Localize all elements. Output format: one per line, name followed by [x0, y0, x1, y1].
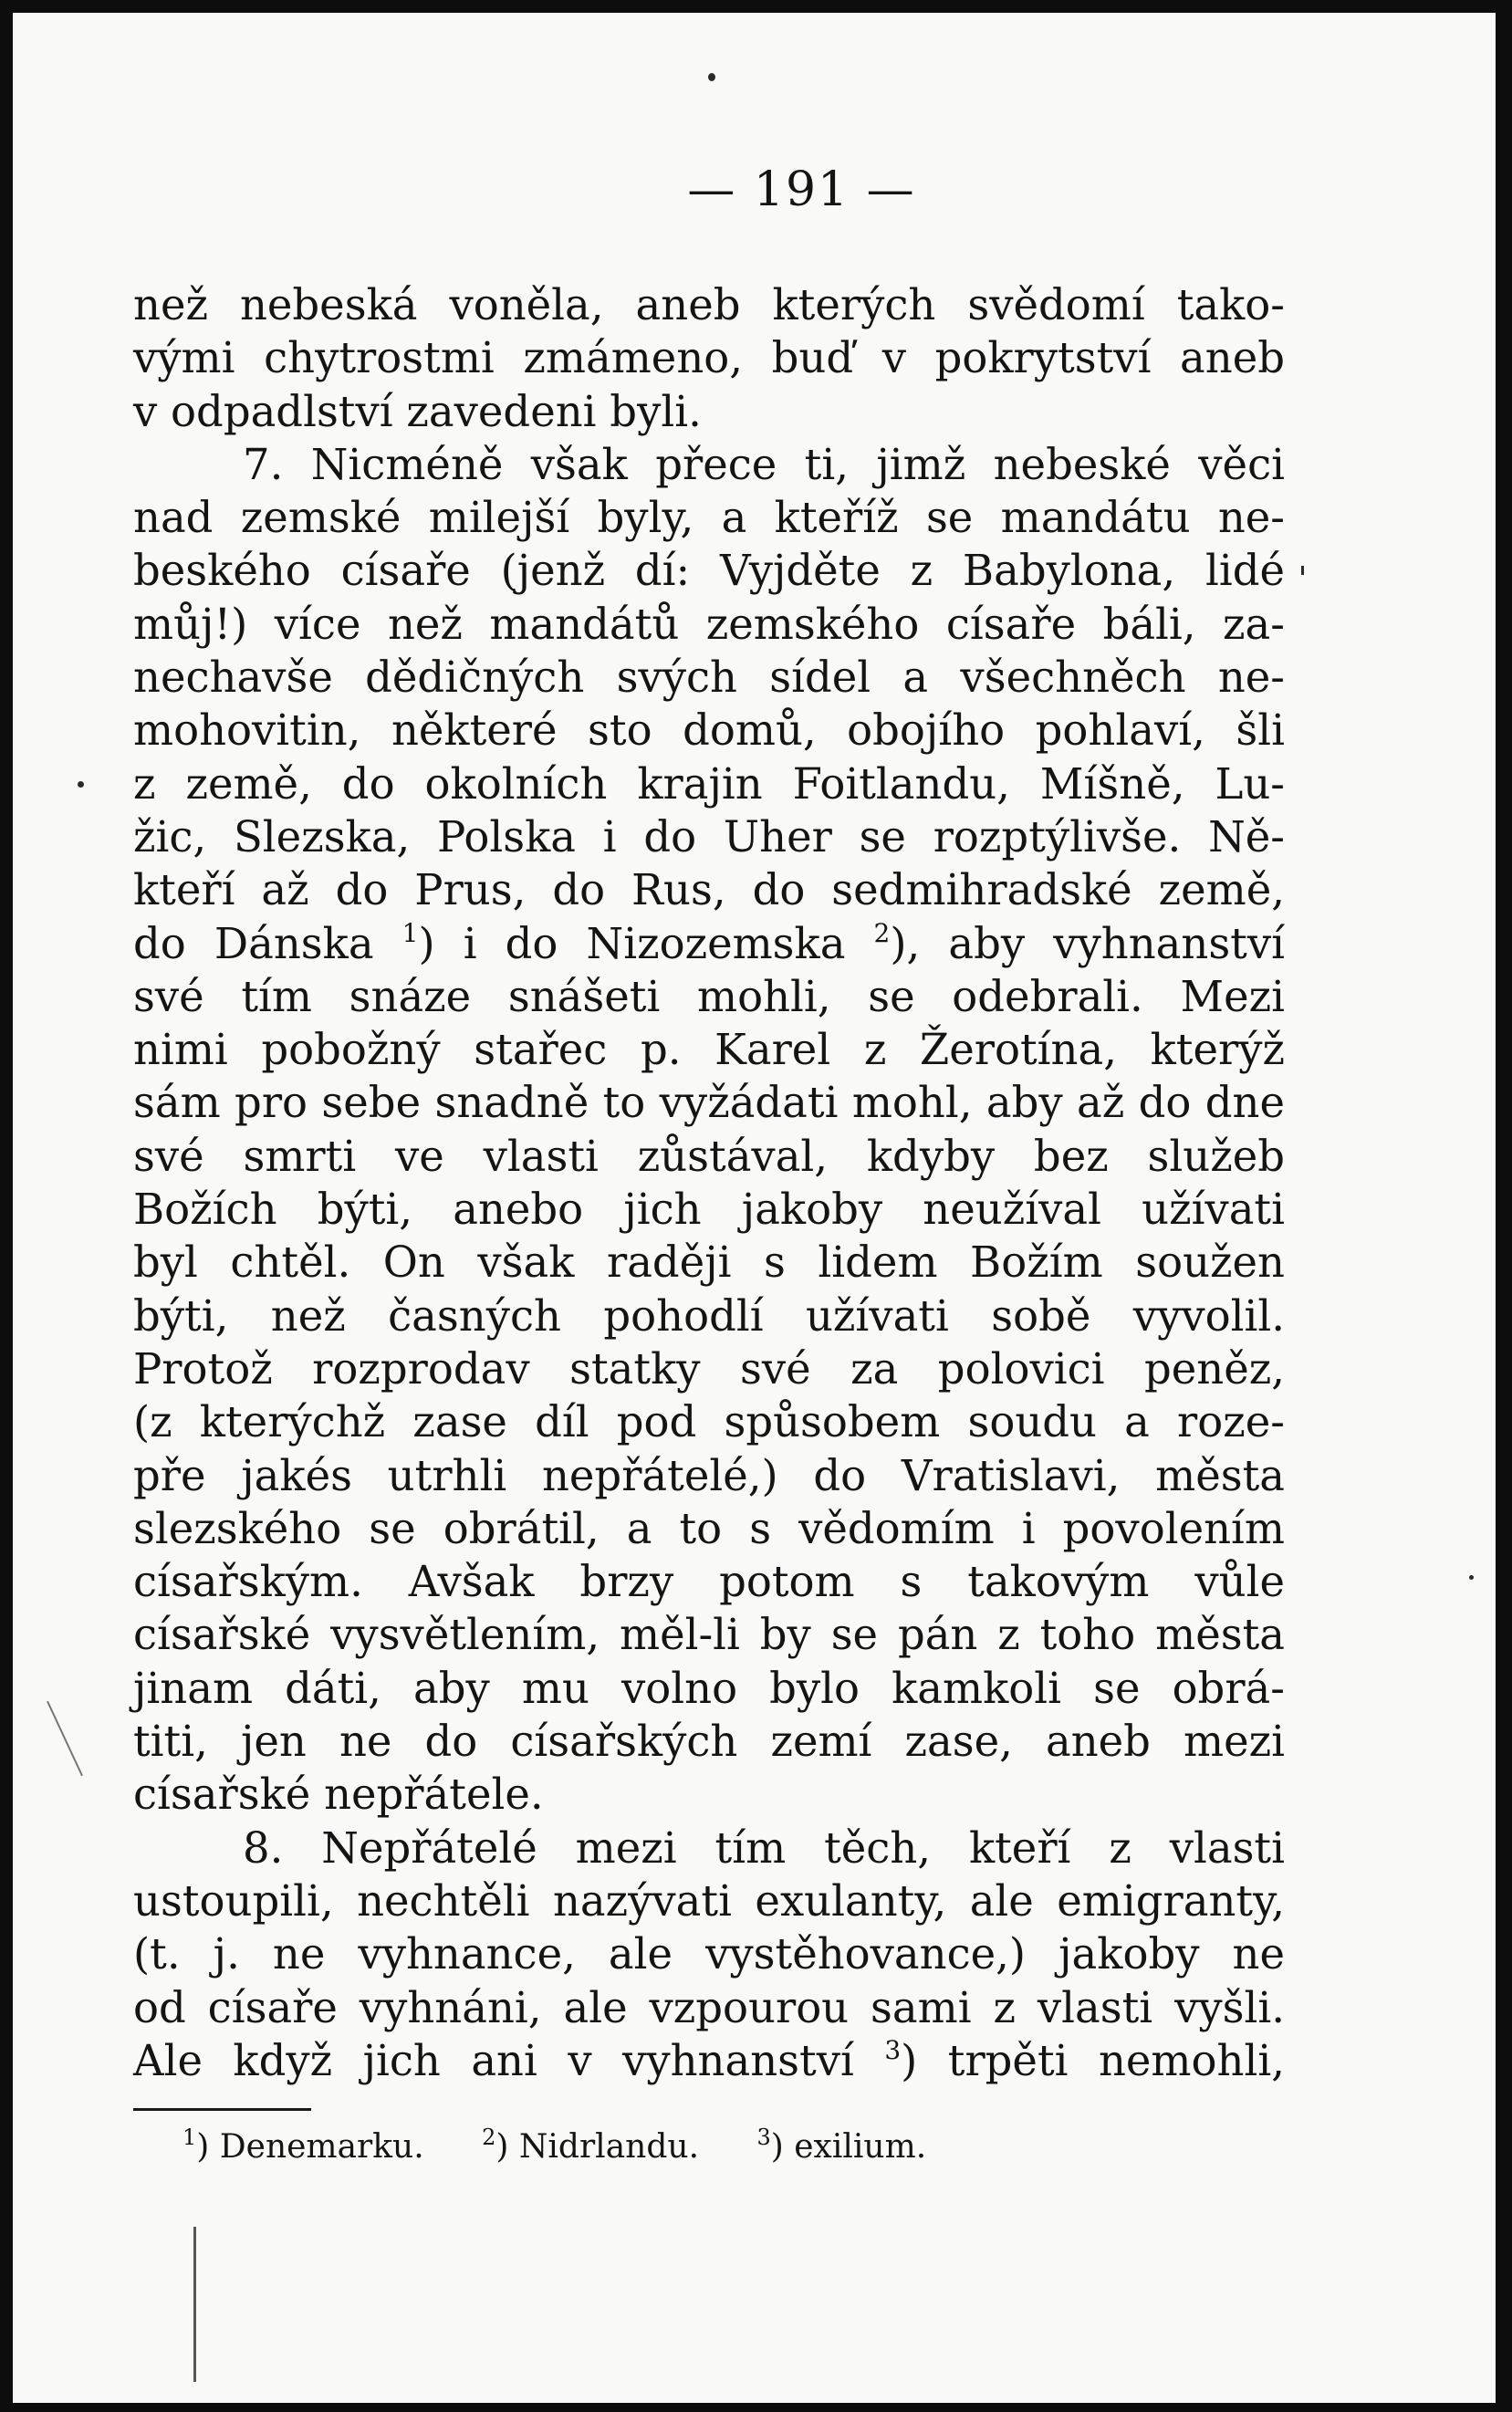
text-line: (z kterýchž zase díl pod spůsobem soudu a roze-	[133, 1397, 1285, 1447]
footnote-marker: 3	[756, 2125, 771, 2150]
text-line: císařské nepřátele.	[133, 1770, 544, 1820]
text-line: pře jakés utrhli nepřátelé,) do Vratislavi, města	[133, 1450, 1285, 1500]
text-line: císařským. Avšak brzy potom s takovým vůle	[133, 1557, 1285, 1607]
text-line: Protož rozprodav statky své za polovici peněz,	[133, 1343, 1285, 1394]
footnote-ref-2: 2	[873, 917, 891, 948]
line-text: ), aby vyhnanství	[890, 918, 1286, 968]
footnote-1	[182, 2125, 424, 2166]
footnote-2	[482, 2125, 700, 2166]
text-line: své tím snáze snášeti mohli, se odebrali. Mezi	[133, 971, 1285, 1021]
text-line-with-note	[133, 2034, 1285, 2087]
text-line: jinam dáti, aby mu volno bylo kamkoli se obrá-	[133, 1663, 1285, 1713]
footnote-text: ) Nidrlandu.	[495, 2128, 700, 2166]
text-line: své smrti ve vlasti zůstával, kdyby bez služeb	[133, 1131, 1285, 1181]
paragraph-8-start: 8. Nepřátelé mezi tím těch, kteří z vlasti	[243, 1822, 1285, 1873]
text-line: než nebeská voněla, aneb kterých svědomí tako-	[133, 280, 1285, 329]
text-line: žic, Slezska, Polska i do Uher se rozptýlivše. Ně-	[133, 811, 1285, 861]
scan-speck	[78, 781, 84, 788]
text-line: býti, než časných pohodlí užívati sobě vyvolil.	[133, 1290, 1285, 1341]
scan-speck	[1301, 566, 1304, 575]
text-line: nechavše dědičných svých sídel a všechněch ne-	[133, 653, 1285, 703]
line-text: do Dánska	[133, 918, 402, 968]
text-line: (t. j. ne vyhnance, ale vystěhovance,) jakoby ne	[133, 1929, 1285, 1979]
scan-speck	[1469, 1575, 1474, 1580]
footnote-ref-3: 3	[884, 2034, 902, 2065]
scan-speck	[708, 73, 715, 81]
text-line: kteří až do Prus, do Rus, do sedmihradské země,	[133, 865, 1285, 915]
text-line: ustoupili, nechtěli nazývati exulanty, ale emigranty,	[133, 1875, 1285, 1926]
footnote-text: ) Denemarku.	[196, 2128, 424, 2166]
text-line: mohovitin, některé sto domů, obojího pohlaví, šli	[133, 705, 1285, 756]
text-line: byl chtěl. On však raději s lidem Božím soužen	[133, 1237, 1285, 1288]
text-line: od císaře vyhnáni, ale vzpourou sami z vlasti vyšli.	[133, 1982, 1285, 2032]
footnote-ref-1: 1	[401, 917, 419, 948]
text-line: sám pro sebe snadně to vyžádati mohl, aby až do dne	[133, 1078, 1285, 1128]
text-line: nimi pobožný stařec p. Karel z Žerotína, kterýž	[133, 1025, 1285, 1075]
text-line: můj!) více než mandátů zemského císaře báli, za-	[133, 599, 1285, 649]
line-text: ) trpěti nemohli,	[901, 2035, 1285, 2085]
footnote-3	[756, 2125, 927, 2166]
text-line: Božích býti, anebo jich jakoby neužíval užívati	[133, 1185, 1285, 1235]
footnotes	[182, 2125, 974, 2166]
text-line: titi, jen ne do císařských zemí zase, aneb mezi	[133, 1717, 1285, 1767]
footnote-marker: 1	[182, 2125, 197, 2150]
scan-mark	[193, 2227, 196, 2382]
text-line: z země, do okolních krajin Foitlandu, Míšně, Lu-	[133, 758, 1285, 809]
text-line: vými chytrostmi zmámeno, buď v pokrytství aneb	[133, 333, 1285, 383]
footnote-marker: 2	[482, 2125, 496, 2150]
text-line: nad zemské milejší byly, a kteříž se mandátu ne-	[133, 493, 1285, 543]
line-text: ) i do Nizozemska	[418, 918, 874, 968]
paragraph-7-start: 7. Nicméně však přece ti, jimž nebeské věci	[243, 439, 1285, 489]
text-line: beského císaře (jenž dí: Vyjděte z Babylona, lidé	[133, 546, 1285, 596]
footnote-text: ) exilium.	[770, 2128, 927, 2166]
text-line: v odpadlství zavedeni byli.	[133, 386, 702, 436]
body-text	[133, 278, 1285, 2087]
line-text: Ale když jich ani v vyhnanství	[133, 2035, 885, 2085]
text-line: císařské vysvětlením, měl-li by se pán z toho města	[133, 1610, 1285, 1660]
text-line: slezského se obrátil, a to s vědomím i povolením	[133, 1503, 1285, 1553]
page-number: — 191 —	[687, 162, 916, 217]
footnote-rule	[133, 2108, 311, 2111]
text-line-with-notes	[133, 917, 1285, 970]
